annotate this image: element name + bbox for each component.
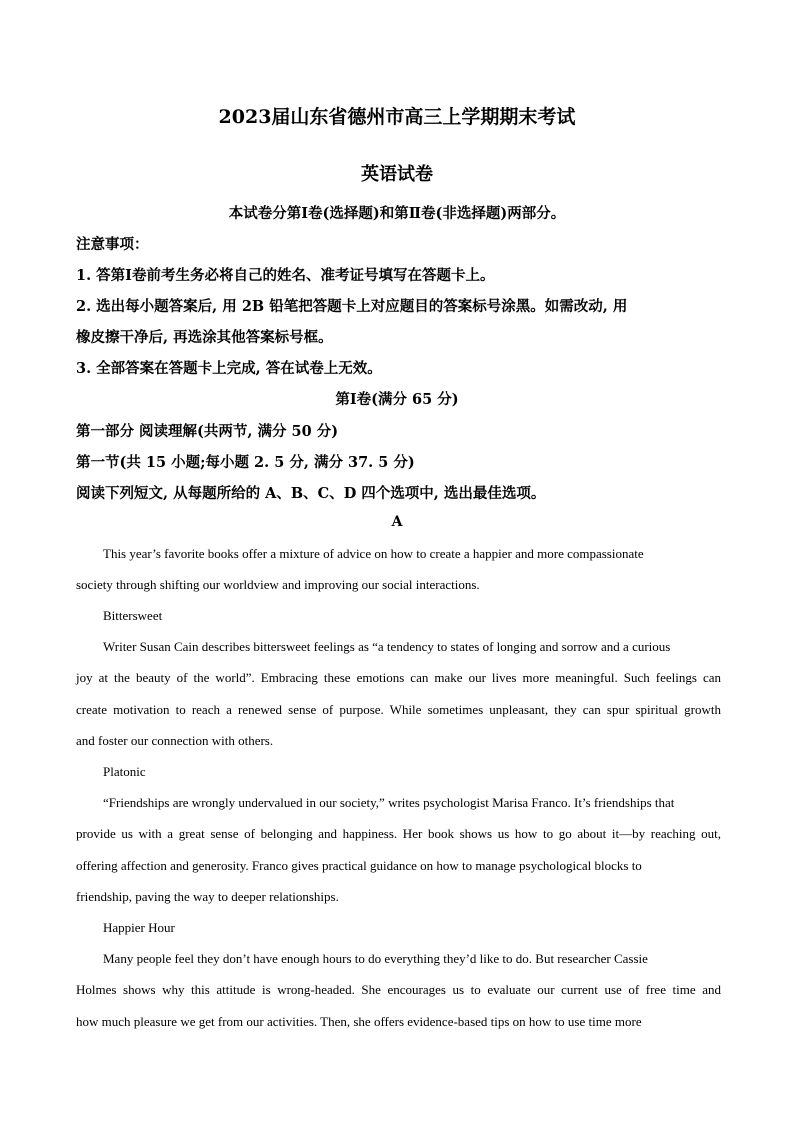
- book-3-line-2: Holmes shows why this attitude is wrong-headed. She encourages us to evaluate our current use of free time and: [76, 982, 721, 997]
- subsection-heading: 第一节(共 15 小题;每小题 2. 5 分, 满分 37. 5 分): [76, 454, 415, 471]
- note-item-1: 1. 答第Ⅰ卷前考生务必将自己的姓名、准考证号填写在答题卡上。: [76, 267, 495, 284]
- book-1-title: Bittersweet: [103, 608, 163, 623]
- book-1-line-2: joy at the beauty of the world”. Embracing these emotions can make our lives more meaningful. Such feelings can: [76, 670, 721, 685]
- book-3-title: Happier Hour: [103, 920, 175, 935]
- note-item-2-line-1: 2. 选出每小题答案后, 用 2B 铅笔把答题卡上对应题目的答案标号涂黑。如需改动, 用: [76, 298, 628, 315]
- part-heading: 第一部分 阅读理解(共两节, 满分 50 分): [76, 423, 339, 440]
- notes-heading: 注意事项：: [76, 236, 149, 253]
- exam-title: 2023届山东省德州市高三上学期期末考试: [218, 106, 576, 128]
- book-1-line-3: create motivation to reach a renewed sense of purpose. While sometimes unpleasant, they can spur spiritual growth: [76, 702, 721, 717]
- book-2-line-4: friendship, paving the way to deeper relationships.: [76, 889, 339, 904]
- passage-intro-line-1: This year’s favorite books offer a mixture of advice on how to create a happier and more compassionate: [103, 546, 644, 561]
- exam-subtitle: 英语试卷: [361, 164, 433, 185]
- volume-heading: 第Ⅰ卷(满分 65 分): [335, 391, 459, 408]
- instruction-text: 阅读下列短文, 从每题所给的 A、B、C、D 四个选项中, 选出最佳选项。: [76, 485, 546, 502]
- book-3-line-3: how much pleasure we get from our activities. Then, she offers evidence-based tips on how to use time more: [76, 1014, 642, 1029]
- book-3-line-1: Many people feel they don’t have enough hours to do everything they’d like to do. But researcher Cassie: [103, 951, 648, 966]
- exam-intro: 本试卷分第Ⅰ卷(选择题)和第Ⅱ卷(非选择题)两部分。: [228, 205, 566, 222]
- book-2-line-3: offering affection and generosity. Franco gives practical guidance on how to manage psychological blocks to: [76, 858, 642, 873]
- book-1-line-1: Writer Susan Cain describes bittersweet feelings as “a tendency to states of longing and sorrow and a curious: [103, 639, 671, 654]
- note-item-2-line-2: 橡皮擦干净后, 再选涂其他答案标号框。: [76, 329, 333, 346]
- book-2-title: Platonic: [103, 764, 146, 779]
- passage-intro-line-2: society through shifting our worldview and improving our social interactions.: [76, 577, 480, 592]
- passage-label: A: [391, 514, 403, 530]
- note-item-3: 3. 全部答案在答题卡上完成, 答在试卷上无效。: [76, 360, 382, 377]
- book-2-line-2: provide us with a great sense of belonging and happiness. Her book shows us how to go about it—by reaching out,: [76, 826, 721, 841]
- book-2-line-1: “Friendships are wrongly undervalued in our society,” writes psychologist Marisa Franco. It’s friendships that: [103, 795, 675, 810]
- book-1-line-4: and foster our connection with others.: [76, 733, 274, 748]
